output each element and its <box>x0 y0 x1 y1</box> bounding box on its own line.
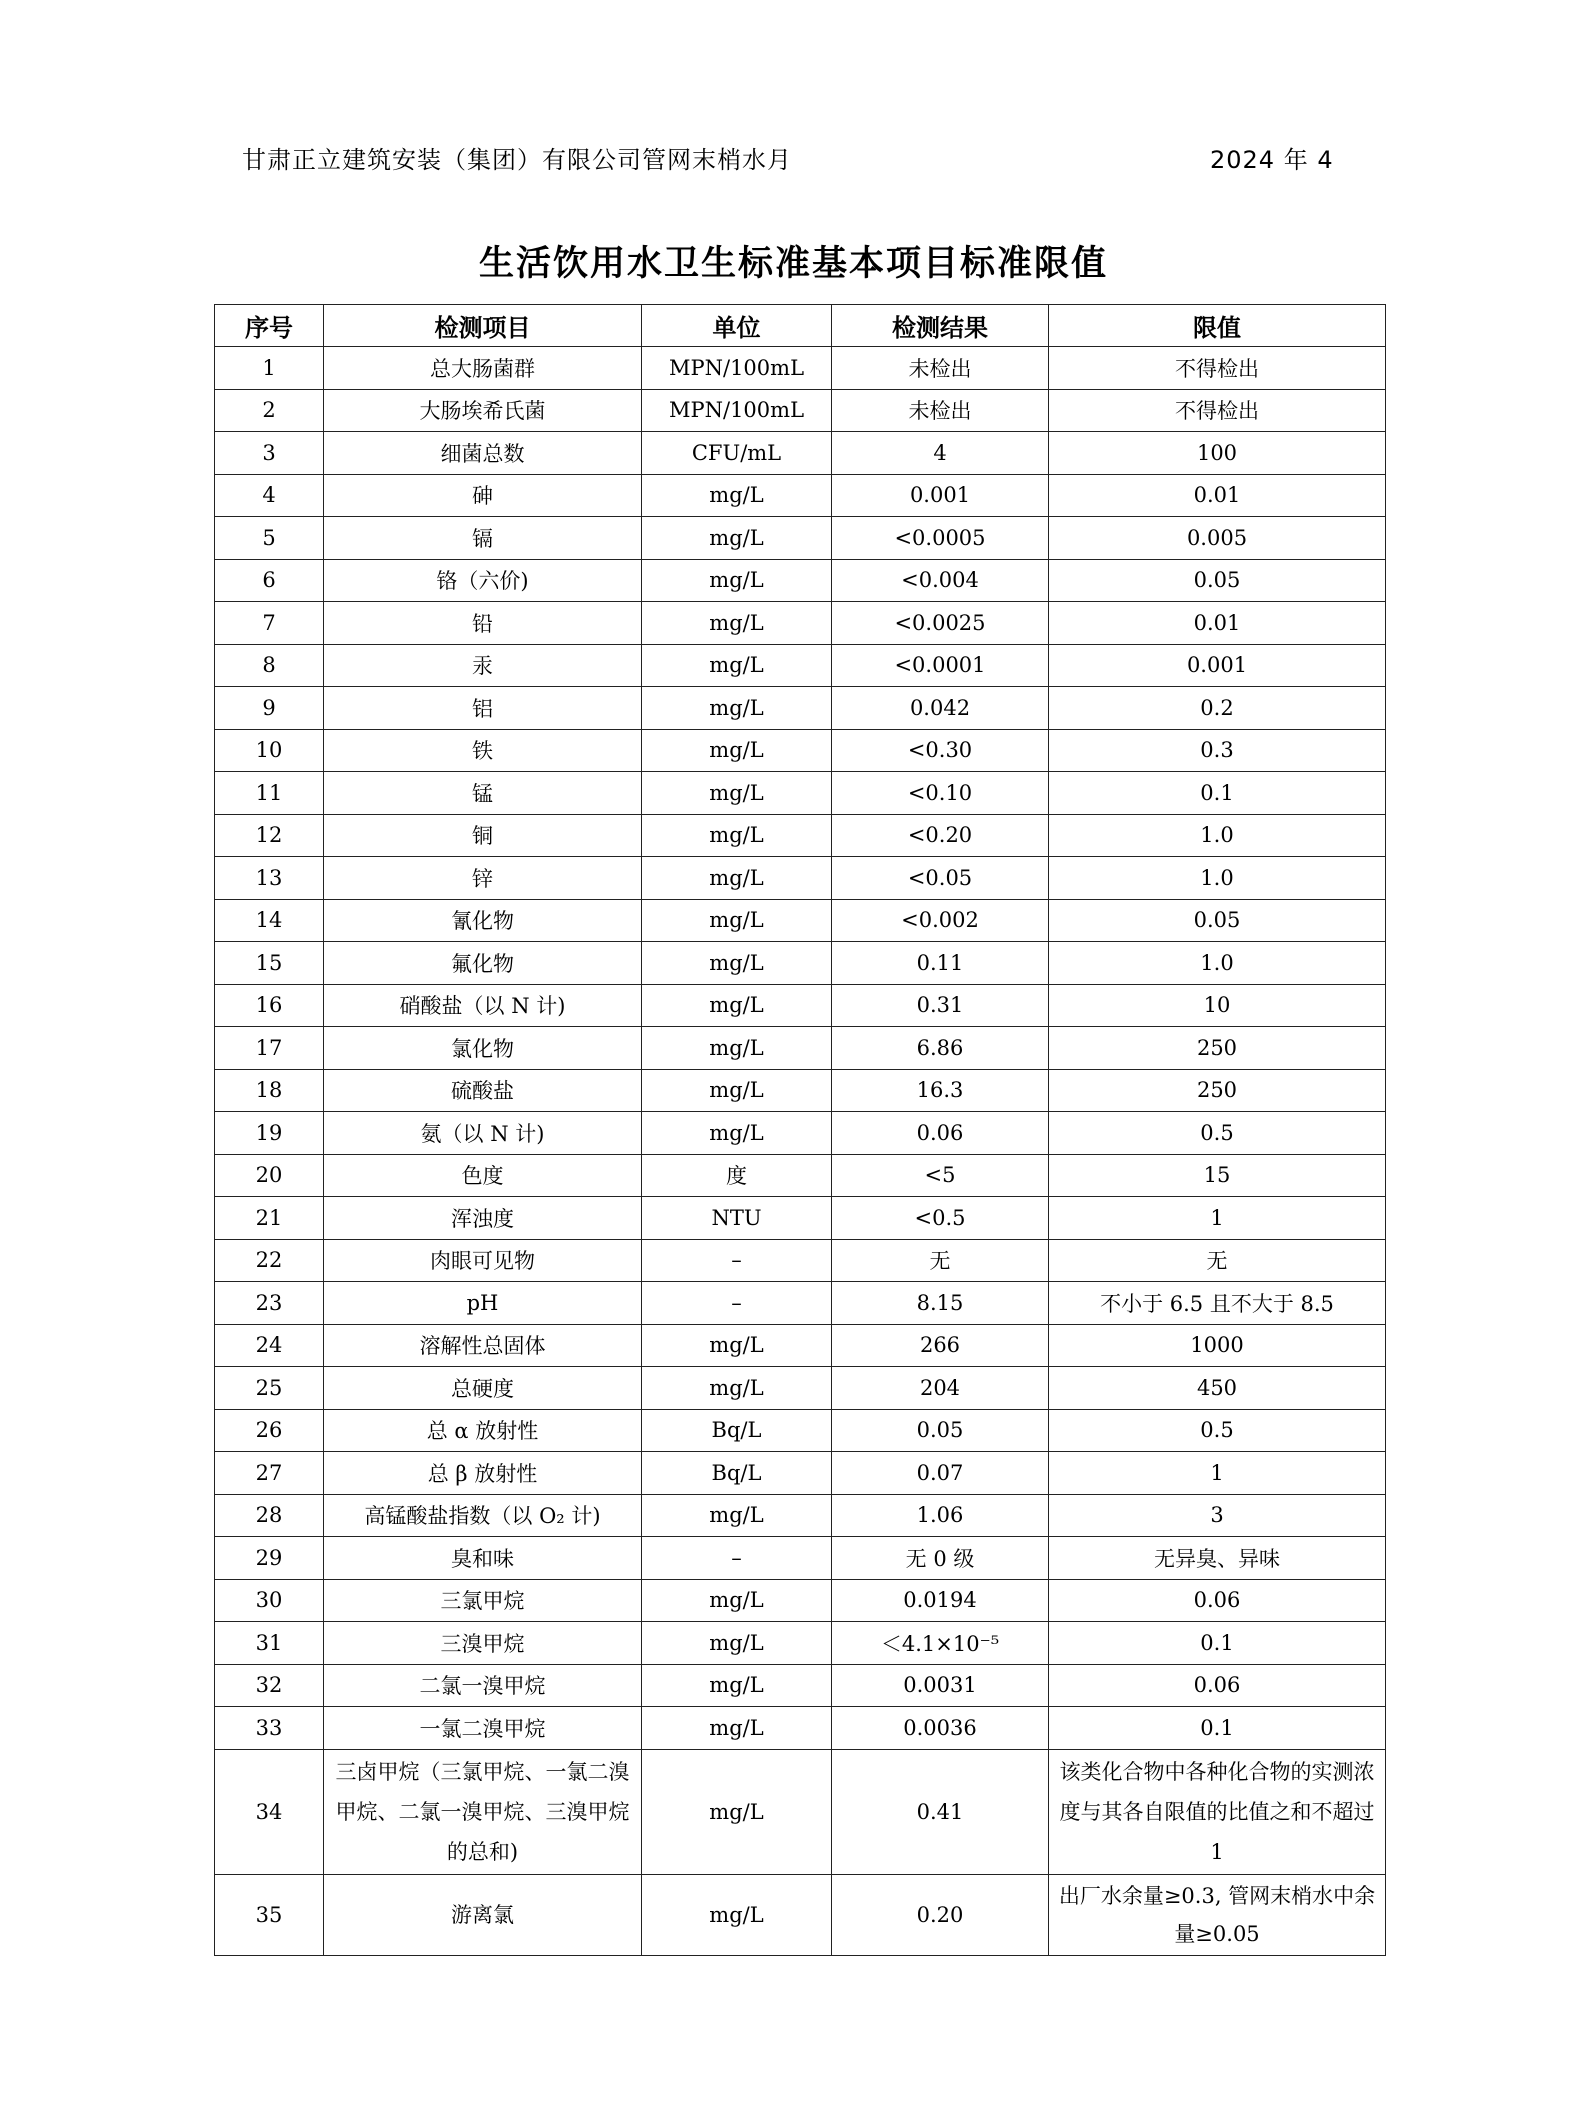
cell-unit: mg/L <box>642 559 832 602</box>
col-header-unit: 单位 <box>642 305 832 347</box>
table-body <box>215 347 1386 1956</box>
table-row <box>215 1494 1386 1537</box>
cell-limit: 不得检出 <box>1049 389 1386 432</box>
cell-item: 高锰酸盐指数（以 O₂ 计) <box>324 1494 642 1537</box>
cell-result: <0.10 <box>832 772 1049 815</box>
table-row <box>215 1452 1386 1495</box>
cell-result: 0.20 <box>832 1874 1049 1955</box>
cell-item: 色度 <box>324 1154 642 1197</box>
cell-limit: 10 <box>1049 984 1386 1027</box>
cell-item: 氰化物 <box>324 899 642 942</box>
cell-index: 21 <box>215 1197 324 1240</box>
cell-result: 8.15 <box>832 1282 1049 1325</box>
cell-unit: mg/L <box>642 474 832 517</box>
table-row <box>215 1324 1386 1367</box>
cell-item: 镉 <box>324 517 642 560</box>
cell-unit: mg/L <box>642 899 832 942</box>
cell-index: 10 <box>215 729 324 772</box>
table-row <box>215 687 1386 730</box>
table-row <box>215 602 1386 645</box>
table-row <box>215 1622 1386 1665</box>
cell-index: 22 <box>215 1239 324 1282</box>
table-row <box>215 432 1386 475</box>
cell-unit: Bq/L <box>642 1409 832 1452</box>
table-row <box>215 1154 1386 1197</box>
col-header-result: 检测结果 <box>832 305 1049 347</box>
cell-limit: 1.0 <box>1049 857 1386 900</box>
cell-index: 18 <box>215 1069 324 1112</box>
cell-result: 未检出 <box>832 389 1049 432</box>
cell-result: 0.11 <box>832 942 1049 985</box>
col-header-item: 检测项目 <box>324 305 642 347</box>
cell-item: pH <box>324 1282 642 1325</box>
cell-item: 总 β 放射性 <box>324 1452 642 1495</box>
cell-limit: 0.05 <box>1049 899 1386 942</box>
cell-item: 铁 <box>324 729 642 772</box>
table-row <box>215 772 1386 815</box>
cell-limit: 不小于 6.5 且不大于 8.5 <box>1049 1282 1386 1325</box>
cell-limit: 不得检出 <box>1049 347 1386 390</box>
cell-unit: mg/L <box>642 1874 832 1955</box>
cell-result: 0.0031 <box>832 1664 1049 1707</box>
cell-index: 34 <box>215 1749 324 1874</box>
cell-item: 肉眼可见物 <box>324 1239 642 1282</box>
cell-limit: 1000 <box>1049 1324 1386 1367</box>
cell-unit: mg/L <box>642 1027 832 1070</box>
cell-item: 浑浊度 <box>324 1197 642 1240</box>
table-row <box>215 1874 1386 1955</box>
cell-result: <0.5 <box>832 1197 1049 1240</box>
cell-result: 0.042 <box>832 687 1049 730</box>
table-row <box>215 474 1386 517</box>
cell-index: 26 <box>215 1409 324 1452</box>
cell-item: 铜 <box>324 814 642 857</box>
cell-index: 17 <box>215 1027 324 1070</box>
cell-unit: mg/L <box>642 517 832 560</box>
cell-index: 24 <box>215 1324 324 1367</box>
cell-limit: 0.5 <box>1049 1112 1386 1155</box>
table-row <box>215 1537 1386 1580</box>
cell-unit: mg/L <box>642 1707 832 1750</box>
cell-unit: – <box>642 1239 832 1282</box>
cell-unit: mg/L <box>642 1622 832 1665</box>
cell-limit: 0.2 <box>1049 687 1386 730</box>
table-row <box>215 729 1386 772</box>
cell-result: <5 <box>832 1154 1049 1197</box>
cell-limit: 0.01 <box>1049 474 1386 517</box>
table-header-row <box>215 305 1386 347</box>
header-date: 2024 年 4 <box>1210 146 1334 174</box>
cell-unit: mg/L <box>642 602 832 645</box>
cell-limit: 450 <box>1049 1367 1386 1410</box>
cell-index: 9 <box>215 687 324 730</box>
cell-index: 2 <box>215 389 324 432</box>
table-row <box>215 814 1386 857</box>
table-row <box>215 942 1386 985</box>
cell-limit: 0.05 <box>1049 559 1386 602</box>
header-company: 甘肃正立建筑安装（集团）有限公司管网末梢水月 <box>242 146 792 174</box>
cell-result: <0.0025 <box>832 602 1049 645</box>
cell-item: 大肠埃希氏菌 <box>324 389 642 432</box>
cell-limit: 0.1 <box>1049 1622 1386 1665</box>
cell-unit: mg/L <box>642 1324 832 1367</box>
cell-unit: mg/L <box>642 1749 832 1874</box>
cell-item: 氨（以 N 计) <box>324 1112 642 1155</box>
cell-unit: mg/L <box>642 1069 832 1112</box>
cell-item: 汞 <box>324 644 642 687</box>
cell-unit: MPN/100mL <box>642 347 832 390</box>
page-title: 生活饮用水卫生标准基本项目标准限值 <box>478 244 1108 284</box>
cell-unit: – <box>642 1282 832 1325</box>
cell-limit: 3 <box>1049 1494 1386 1537</box>
cell-index: 25 <box>215 1367 324 1410</box>
cell-unit: mg/L <box>642 644 832 687</box>
cell-result: 204 <box>832 1367 1049 1410</box>
cell-result: 0.05 <box>832 1409 1049 1452</box>
cell-result: 无 0 级 <box>832 1537 1049 1580</box>
table-row <box>215 1749 1386 1874</box>
cell-index: 28 <box>215 1494 324 1537</box>
cell-item: 总 α 放射性 <box>324 1409 642 1452</box>
cell-limit: 0.5 <box>1049 1409 1386 1452</box>
cell-item: 硫酸盐 <box>324 1069 642 1112</box>
cell-index: 6 <box>215 559 324 602</box>
cell-limit: 0.3 <box>1049 729 1386 772</box>
cell-limit: 250 <box>1049 1027 1386 1070</box>
cell-unit: mg/L <box>642 814 832 857</box>
cell-index: 19 <box>215 1112 324 1155</box>
cell-index: 1 <box>215 347 324 390</box>
cell-unit: mg/L <box>642 1579 832 1622</box>
cell-limit: 出厂水余量≥0.3, 管网末梢水中余量≥0.05 <box>1049 1874 1386 1955</box>
table-row <box>215 644 1386 687</box>
cell-unit: mg/L <box>642 942 832 985</box>
col-header-index: 序号 <box>215 305 324 347</box>
cell-result: 0.0194 <box>832 1579 1049 1622</box>
cell-item: 铅 <box>324 602 642 645</box>
cell-result: 266 <box>832 1324 1049 1367</box>
cell-limit: 0.005 <box>1049 517 1386 560</box>
cell-item: 三溴甲烷 <box>324 1622 642 1665</box>
cell-index: 16 <box>215 984 324 1027</box>
cell-index: 20 <box>215 1154 324 1197</box>
cell-result: 0.0036 <box>832 1707 1049 1750</box>
cell-result: 4 <box>832 432 1049 475</box>
cell-limit: 0.01 <box>1049 602 1386 645</box>
cell-limit: 0.1 <box>1049 1707 1386 1750</box>
table-row <box>215 559 1386 602</box>
cell-item: 臭和味 <box>324 1537 642 1580</box>
cell-unit: mg/L <box>642 1664 832 1707</box>
table-row <box>215 1367 1386 1410</box>
table-row <box>215 1027 1386 1070</box>
table-row <box>215 899 1386 942</box>
cell-unit: mg/L <box>642 1112 832 1155</box>
cell-index: 3 <box>215 432 324 475</box>
cell-limit: 0.1 <box>1049 772 1386 815</box>
table-row <box>215 1579 1386 1622</box>
cell-result: 0.001 <box>832 474 1049 517</box>
cell-result: 0.06 <box>832 1112 1049 1155</box>
cell-item: 溶解性总固体 <box>324 1324 642 1367</box>
cell-result: <0.0005 <box>832 517 1049 560</box>
cell-index: 35 <box>215 1874 324 1955</box>
cell-result: 0.31 <box>832 984 1049 1027</box>
cell-index: 8 <box>215 644 324 687</box>
table-row <box>215 347 1386 390</box>
cell-result: 未检出 <box>832 347 1049 390</box>
table-row <box>215 1239 1386 1282</box>
cell-unit: CFU/mL <box>642 432 832 475</box>
cell-index: 31 <box>215 1622 324 1665</box>
cell-index: 30 <box>215 1579 324 1622</box>
cell-limit: 15 <box>1049 1154 1386 1197</box>
cell-result: <0.20 <box>832 814 1049 857</box>
cell-unit: – <box>642 1537 832 1580</box>
cell-limit: 1.0 <box>1049 942 1386 985</box>
cell-unit: mg/L <box>642 1367 832 1410</box>
table-row <box>215 1282 1386 1325</box>
cell-limit: 0.06 <box>1049 1664 1386 1707</box>
cell-index: 29 <box>215 1537 324 1580</box>
cell-limit: 1 <box>1049 1452 1386 1495</box>
cell-limit: 0.06 <box>1049 1579 1386 1622</box>
table-row <box>215 1112 1386 1155</box>
cell-limit: 0.001 <box>1049 644 1386 687</box>
cell-item: 氟化物 <box>324 942 642 985</box>
cell-item: 一氯二溴甲烷 <box>324 1707 642 1750</box>
cell-unit: mg/L <box>642 984 832 1027</box>
cell-limit: 100 <box>1049 432 1386 475</box>
cell-result: <0.30 <box>832 729 1049 772</box>
cell-item: 砷 <box>324 474 642 517</box>
cell-index: 12 <box>215 814 324 857</box>
cell-result: <0.002 <box>832 899 1049 942</box>
cell-limit: 无 <box>1049 1239 1386 1282</box>
cell-index: 4 <box>215 474 324 517</box>
cell-index: 27 <box>215 1452 324 1495</box>
table-row <box>215 1197 1386 1240</box>
cell-limit: 1.0 <box>1049 814 1386 857</box>
cell-unit: mg/L <box>642 687 832 730</box>
table-row <box>215 1069 1386 1112</box>
cell-limit: 无异臭、异味 <box>1049 1537 1386 1580</box>
cell-limit: 1 <box>1049 1197 1386 1240</box>
cell-index: 15 <box>215 942 324 985</box>
cell-result: 6.86 <box>832 1027 1049 1070</box>
cell-item: 锰 <box>324 772 642 815</box>
cell-index: 14 <box>215 899 324 942</box>
cell-index: 33 <box>215 1707 324 1750</box>
table-row <box>215 1707 1386 1750</box>
cell-result: ＜4.1×10⁻⁵ <box>832 1622 1049 1665</box>
cell-item: 总大肠菌群 <box>324 347 642 390</box>
table-row <box>215 857 1386 900</box>
cell-unit: mg/L <box>642 857 832 900</box>
cell-item: 三卤甲烷（三氯甲烷、一氯二溴甲烷、二氯一溴甲烷、三溴甲烷的总和) <box>324 1749 642 1874</box>
cell-index: 13 <box>215 857 324 900</box>
cell-item: 氯化物 <box>324 1027 642 1070</box>
table-row <box>215 389 1386 432</box>
cell-unit: Bq/L <box>642 1452 832 1495</box>
cell-limit: 250 <box>1049 1069 1386 1112</box>
table-row <box>215 1664 1386 1707</box>
standards-table <box>214 304 1386 1956</box>
cell-item: 游离氯 <box>324 1874 642 1955</box>
cell-item: 细菌总数 <box>324 432 642 475</box>
cell-index: 23 <box>215 1282 324 1325</box>
cell-result: 0.07 <box>832 1452 1049 1495</box>
cell-unit: mg/L <box>642 772 832 815</box>
cell-result: <0.0001 <box>832 644 1049 687</box>
cell-index: 32 <box>215 1664 324 1707</box>
cell-result: 1.06 <box>832 1494 1049 1537</box>
cell-unit: MPN/100mL <box>642 389 832 432</box>
table-row <box>215 984 1386 1027</box>
table-row <box>215 1409 1386 1452</box>
cell-result: 无 <box>832 1239 1049 1282</box>
cell-index: 7 <box>215 602 324 645</box>
cell-index: 11 <box>215 772 324 815</box>
cell-result: 16.3 <box>832 1069 1049 1112</box>
cell-unit: NTU <box>642 1197 832 1240</box>
cell-item: 铬（六价) <box>324 559 642 602</box>
cell-index: 5 <box>215 517 324 560</box>
cell-result: <0.05 <box>832 857 1049 900</box>
cell-unit: 度 <box>642 1154 832 1197</box>
cell-result: <0.004 <box>832 559 1049 602</box>
table-row <box>215 517 1386 560</box>
cell-item: 硝酸盐（以 N 计) <box>324 984 642 1027</box>
cell-item: 三氯甲烷 <box>324 1579 642 1622</box>
cell-unit: mg/L <box>642 1494 832 1537</box>
cell-unit: mg/L <box>642 729 832 772</box>
cell-item: 总硬度 <box>324 1367 642 1410</box>
cell-item: 锌 <box>324 857 642 900</box>
cell-item: 铝 <box>324 687 642 730</box>
cell-limit: 该类化合物中各种化合物的实测浓度与其各自限值的比值之和不超过 1 <box>1049 1749 1386 1874</box>
cell-item: 二氯一溴甲烷 <box>324 1664 642 1707</box>
col-header-limit: 限值 <box>1049 305 1386 347</box>
cell-result: 0.41 <box>832 1749 1049 1874</box>
